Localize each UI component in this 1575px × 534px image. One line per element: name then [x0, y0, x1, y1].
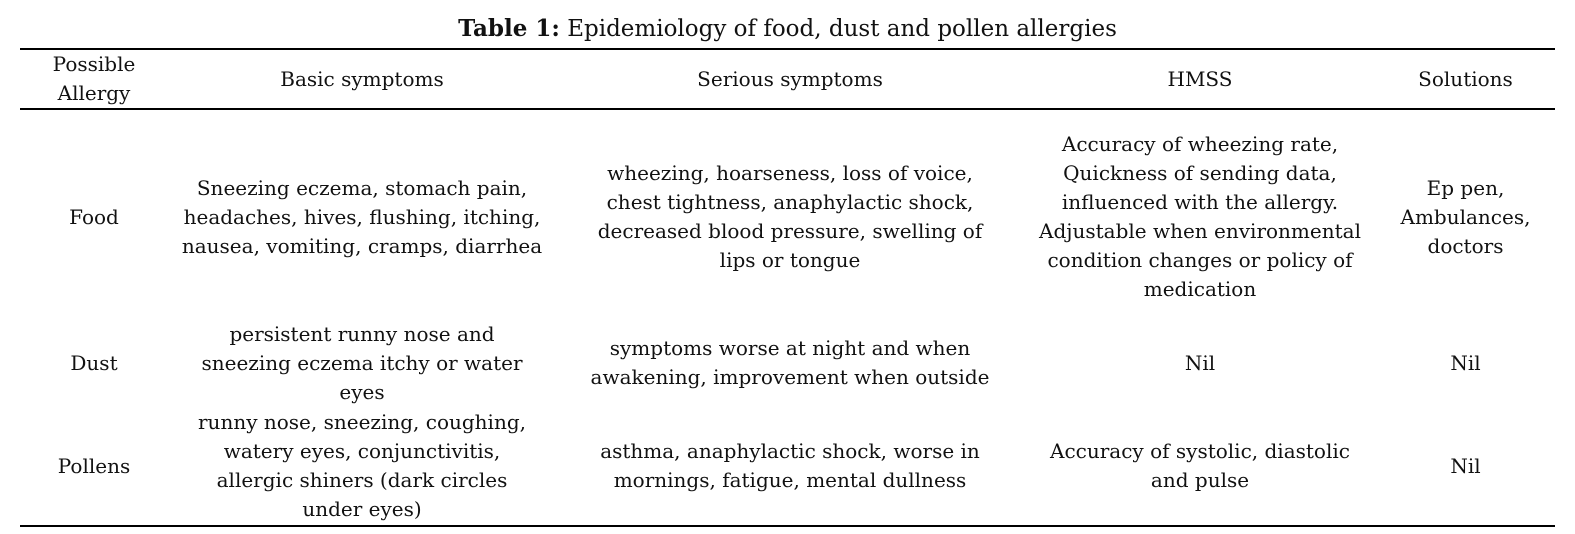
table-caption: [0, 14, 1575, 44]
cell-hmss: Nil: [1184, 350, 1216, 375]
header-row: [20, 49, 1555, 109]
cell-allergy: Food: [69, 204, 119, 229]
header-hmss: HMSS: [1167, 66, 1233, 91]
cell-solutions: Nil: [1450, 350, 1481, 375]
cell-solutions: Nil: [1450, 453, 1481, 478]
caption-label: Table 1:: [458, 15, 560, 42]
table-row: [20, 319, 1555, 407]
header-solutions: Solutions: [1418, 66, 1513, 91]
cell-basic-symptoms: persistent runny nose and sneezing eczema itchy or water eyes: [201, 321, 523, 404]
table-row: [20, 109, 1555, 319]
cell-solutions: Ep pen, Ambulances, doctors: [1400, 175, 1531, 258]
header-possible-allergy: Possible Allergy: [52, 52, 136, 105]
table-row: [20, 407, 1555, 526]
cell-basic-symptoms: runny nose, sneezing, coughing, watery eyes, conjunctivitis, allergic shiners (dark circles under eyes): [198, 410, 526, 521]
header-basic-symptoms: Basic symptoms: [280, 66, 444, 91]
cell-serious-symptoms: symptoms worse at night and when awakening, improvement when outside: [590, 336, 990, 389]
cell-hmss: Accuracy of wheezing rate, Quickness of sending data, influenced with the allergy. Adjustable when environmental condition changes or policy of medication: [1039, 132, 1361, 301]
cell-allergy: Dust: [70, 350, 118, 375]
cell-allergy: Pollens: [57, 453, 131, 478]
allergy-table: [20, 48, 1555, 527]
header-serious-symptoms: Serious symptoms: [697, 66, 883, 91]
cell-hmss: Accuracy of systolic, diastolic and pulse: [1050, 439, 1350, 492]
cell-basic-symptoms: Sneezing eczema, stomach pain, headaches, hives, flushing, itching, nausea, vomiting, cramps, diarrhea: [181, 175, 543, 258]
caption-text: Epidemiology of food, dust and pollen allergies: [567, 16, 1117, 42]
cell-serious-symptoms: wheezing, hoarseness, loss of voice, chest tightness, anaphylactic shock, decreased blood pressure, swelling of lips or tongue: [597, 161, 983, 272]
cell-serious-symptoms: asthma, anaphylactic shock, worse in mornings, fatigue, mental dullness: [600, 439, 980, 492]
